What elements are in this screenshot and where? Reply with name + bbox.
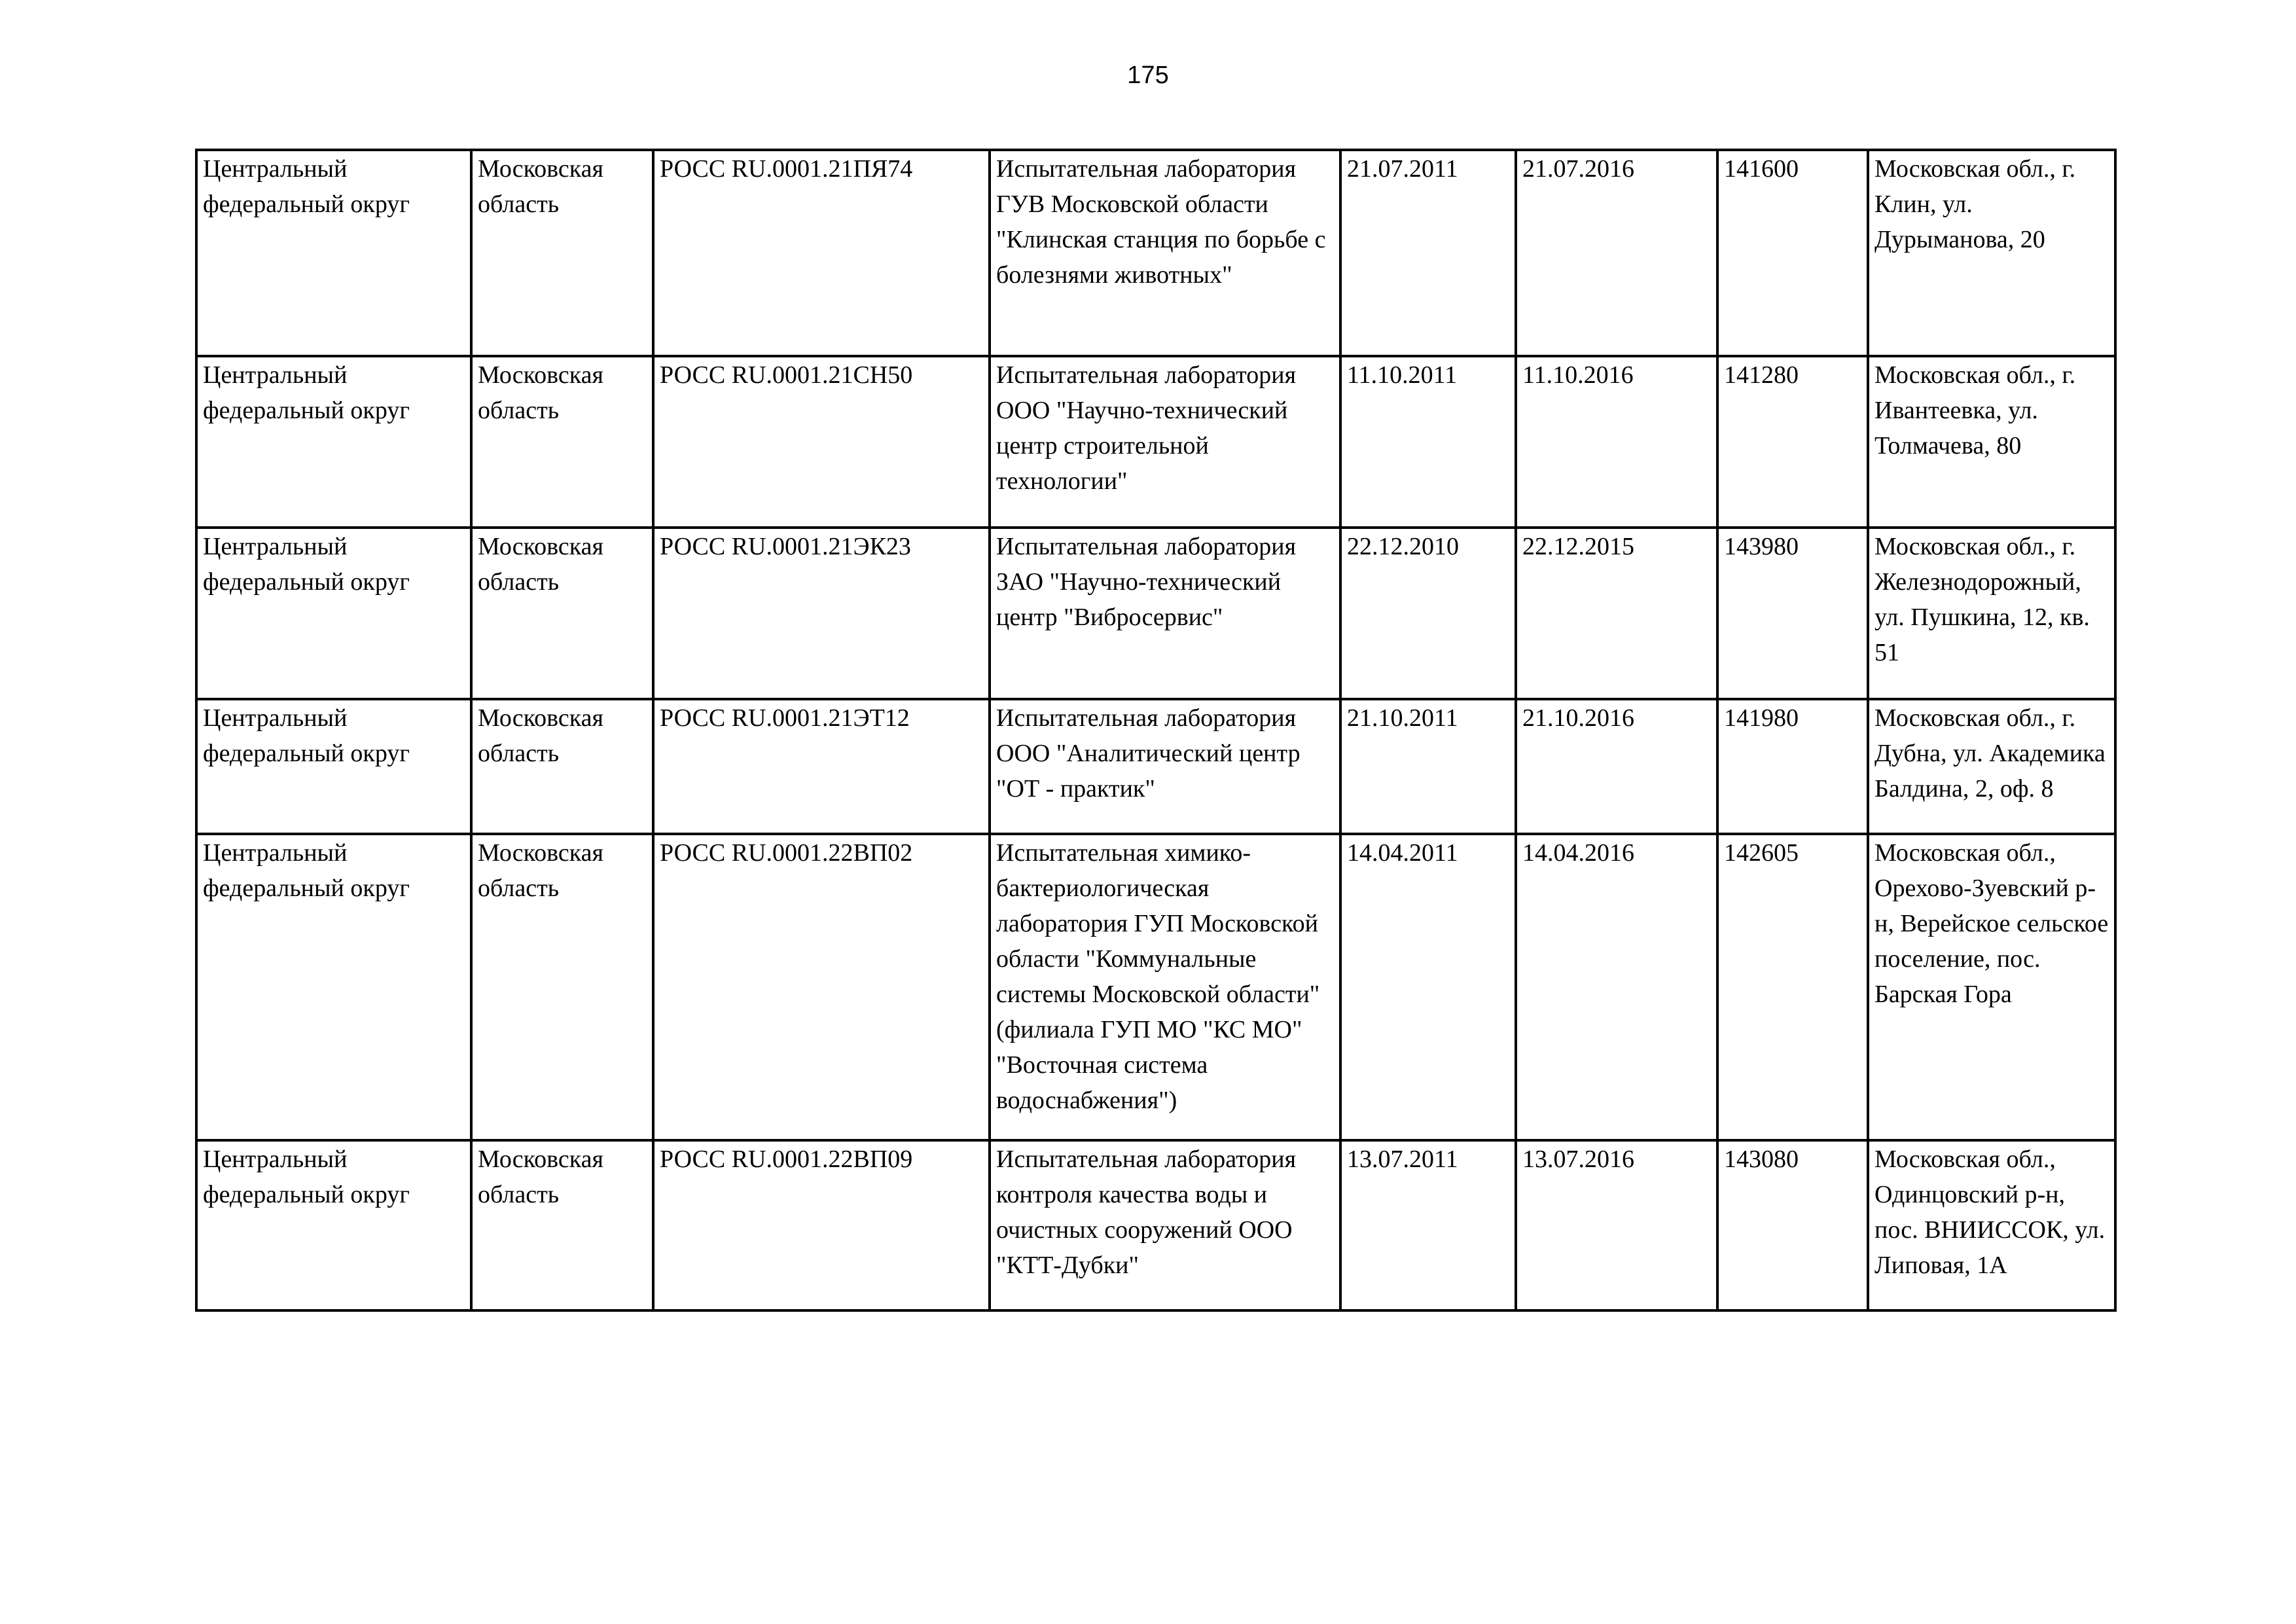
date-from-cell: 13.07.2011 — [1340, 1140, 1516, 1310]
certificate-cell: РОСС RU.0001.21ПЯ74 — [653, 150, 990, 356]
table-row — [196, 699, 2115, 834]
postal-index-cell: 141280 — [1717, 356, 1868, 528]
postal-index-cell: 141980 — [1717, 699, 1868, 834]
table-row — [196, 1140, 2115, 1310]
certificate-cell: РОСС RU.0001.22ВП09 — [653, 1140, 990, 1310]
region-cell: Московская область — [471, 699, 653, 834]
date-from-cell: 11.10.2011 — [1340, 356, 1516, 528]
district-cell: Центральный федеральный округ — [196, 150, 471, 356]
district-cell: Центральный федеральный округ — [196, 834, 471, 1140]
region-cell: Московская область — [471, 356, 653, 528]
page-number: 175 — [1127, 62, 1169, 89]
address-cell: Московская обл., г. Ивантеевка, ул. Толмачева, 80 — [1868, 356, 2115, 528]
laboratory-cell: Испытательная лаборатория ООО "Научно-технический центр строительной технологии" — [990, 356, 1340, 528]
date-from-cell: 21.10.2011 — [1340, 699, 1516, 834]
postal-index-cell: 141600 — [1717, 150, 1868, 356]
date-from-cell: 22.12.2010 — [1340, 528, 1516, 699]
address-cell: Московская обл., г. Железнодорожный, ул. Пушкина, 12, кв. 51 — [1868, 528, 2115, 699]
date-to-cell: 21.10.2016 — [1516, 699, 1717, 834]
registry-table — [195, 149, 2117, 1312]
laboratory-cell: Испытательная лаборатория контроля качества воды и очистных сооружений ООО "КТТ-Дубки" — [990, 1140, 1340, 1310]
district-cell: Центральный федеральный округ — [196, 356, 471, 528]
table-row — [196, 150, 2115, 356]
date-to-cell: 21.07.2016 — [1516, 150, 1717, 356]
date-to-cell: 13.07.2016 — [1516, 1140, 1717, 1310]
district-cell: Центральный федеральный округ — [196, 528, 471, 699]
laboratory-cell: Испытательная лаборатория ООО "Аналитический центр "ОТ - практик" — [990, 699, 1340, 834]
certificate-cell: РОСС RU.0001.21ЭК23 — [653, 528, 990, 699]
table-row — [196, 356, 2115, 528]
laboratory-cell: Испытательная лаборатория ЗАО "Научно-технический центр "Вибросервис" — [990, 528, 1340, 699]
address-cell: Московская обл., г. Дубна, ул. Академика Балдина, 2, оф. 8 — [1868, 699, 2115, 834]
table-row — [196, 834, 2115, 1140]
postal-index-cell: 143080 — [1717, 1140, 1868, 1310]
laboratory-cell: Испытательная химико-бактериологическая лаборатория ГУП Московской области "Коммунальные системы Московской области" (филиала ГУП МО "КС МО" "Восточная система водоснабжения") — [990, 834, 1340, 1140]
certificate-cell: РОСС RU.0001.21ЭТ12 — [653, 699, 990, 834]
address-cell: Московская обл., Орехово-Зуевский р-н, Верейское сельское поселение, пос. Барская Гора — [1868, 834, 2115, 1140]
region-cell: Московская область — [471, 150, 653, 356]
date-to-cell: 14.04.2016 — [1516, 834, 1717, 1140]
laboratory-cell: Испытательная лаборатория ГУВ Московской области "Клинская станция по борьбе с болезнями животных" — [990, 150, 1340, 356]
date-to-cell: 11.10.2016 — [1516, 356, 1717, 528]
date-from-cell: 21.07.2011 — [1340, 150, 1516, 356]
region-cell: Московская область — [471, 528, 653, 699]
date-to-cell: 22.12.2015 — [1516, 528, 1717, 699]
district-cell: Центральный федеральный округ — [196, 1140, 471, 1310]
postal-index-cell: 143980 — [1717, 528, 1868, 699]
date-from-cell: 14.04.2011 — [1340, 834, 1516, 1140]
address-cell: Московская обл., Одинцовский р-н, пос. ВНИИССОК, ул. Липовая, 1А — [1868, 1140, 2115, 1310]
district-cell: Центральный федеральный округ — [196, 699, 471, 834]
table-row — [196, 528, 2115, 699]
region-cell: Московская область — [471, 1140, 653, 1310]
region-cell: Московская область — [471, 834, 653, 1140]
certificate-cell: РОСС RU.0001.21СН50 — [653, 356, 990, 528]
certificate-cell: РОСС RU.0001.22ВП02 — [653, 834, 990, 1140]
postal-index-cell: 142605 — [1717, 834, 1868, 1140]
address-cell: Московская обл., г. Клин, ул. Дурыманова, 20 — [1868, 150, 2115, 356]
